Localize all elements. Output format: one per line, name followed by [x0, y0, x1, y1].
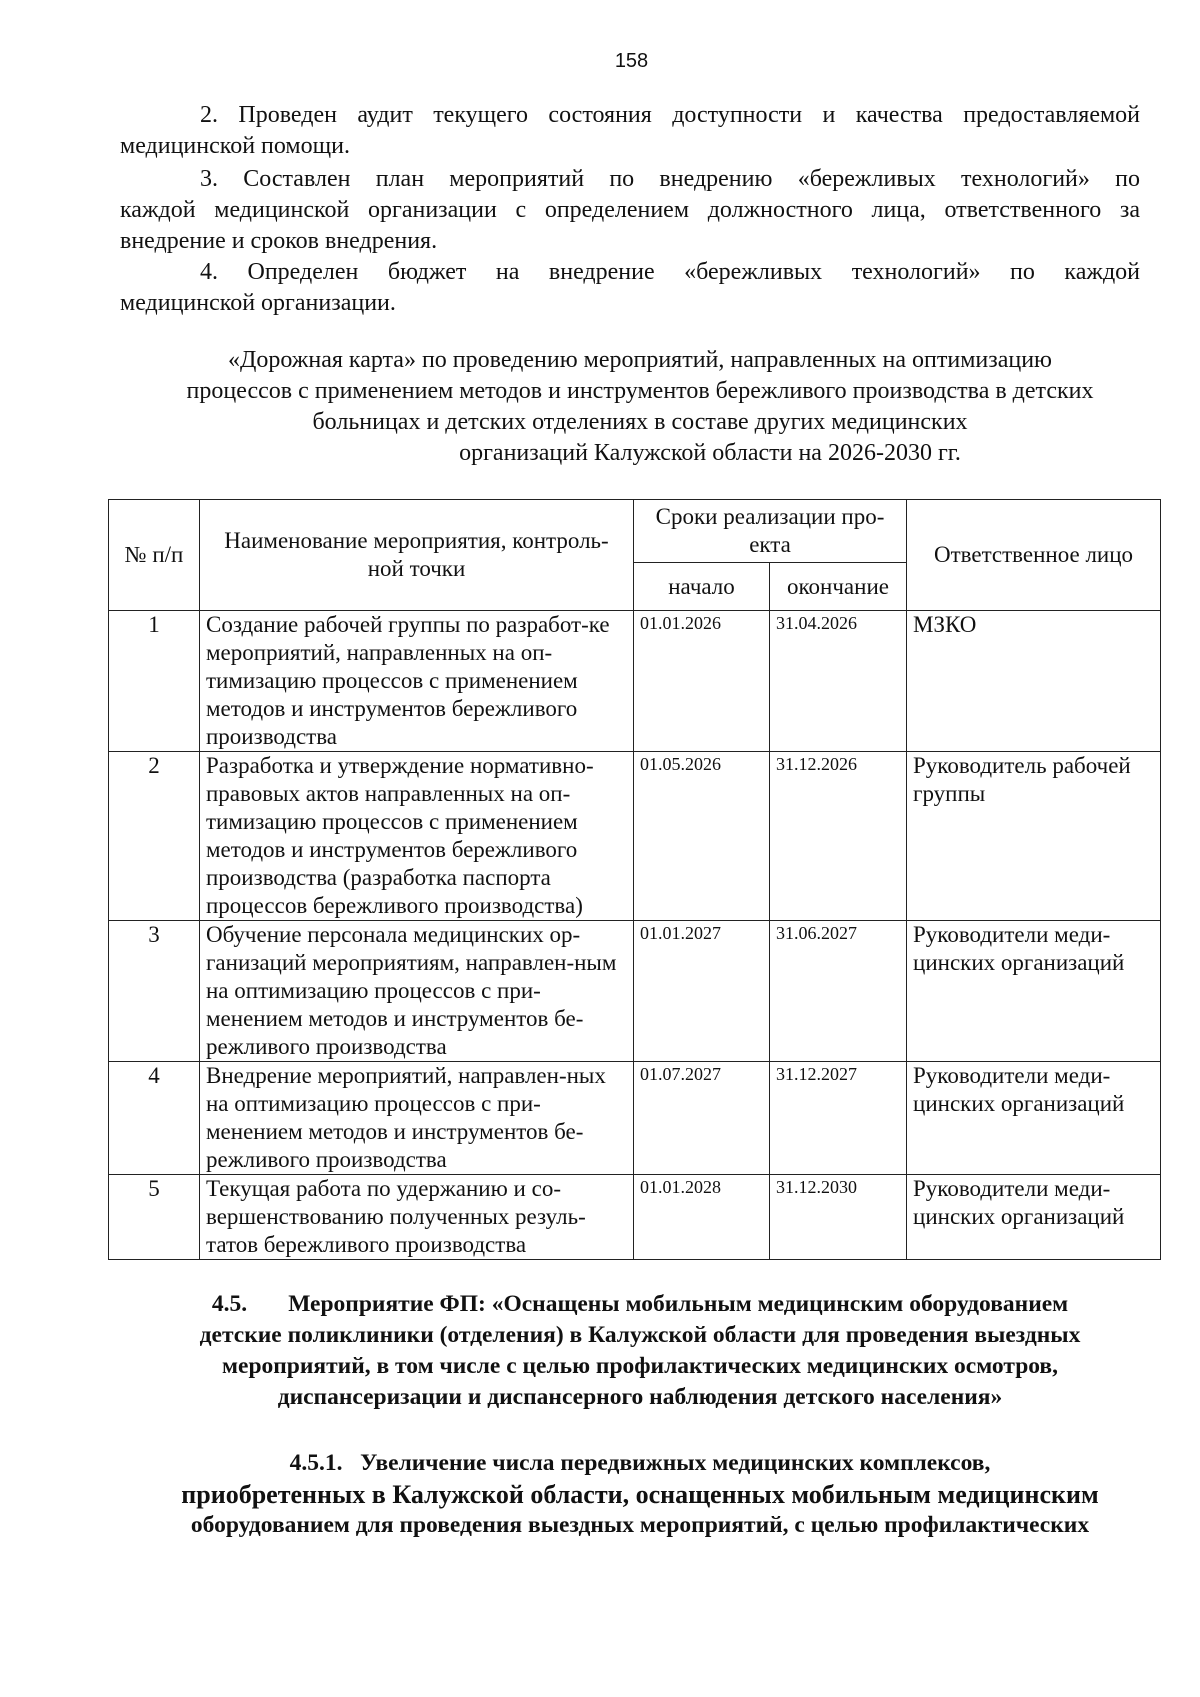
table-header-row — [109, 500, 1161, 563]
row-start: 01.01.2026 — [634, 611, 770, 752]
roadmap-title-line: «Дорожная карта» по проведению мероприятий, направленных на оптимизацию — [228, 347, 1052, 373]
paragraph-line: каждой медицинской организации с определением должностного лица, ответственного за — [120, 197, 1140, 223]
roadmap-title-line: процессов с применением методов и инструментов бережливого производства в детских — [186, 378, 1094, 404]
section-4-5-1-heading — [120, 1448, 1160, 1541]
paragraph-line: медицинской организации. — [120, 290, 396, 316]
row-responsible: Руководитель рабочей группы — [907, 752, 1161, 921]
row-num: 2 — [109, 752, 200, 921]
paragraph-budget — [120, 257, 1140, 319]
row-end: 31.12.2026 — [770, 752, 907, 921]
roadmap-title-line: больницах и детских отделениях в составе других медицинских — [312, 409, 968, 435]
table-row — [109, 752, 1161, 921]
section-line: диспансеризации и диспансерного наблюдения детского населения» — [277, 1384, 1003, 1410]
page-number: 158 — [614, 50, 649, 72]
table-row — [109, 1062, 1161, 1175]
row-start: 01.01.2028 — [634, 1175, 770, 1260]
row-responsible: Руководители меди-цинских организаций — [907, 1175, 1161, 1260]
paragraph-line: внедрение и сроков внедрения. — [120, 228, 438, 254]
roadmap-title — [110, 345, 1170, 469]
row-end: 31.12.2030 — [770, 1175, 907, 1260]
row-responsible: Руководители меди-цинских организаций — [907, 1062, 1161, 1175]
paragraph-line: 2. Проведен аудит текущего состояния доступности и качества предоставляемой — [200, 102, 1140, 128]
row-start: 01.05.2026 — [634, 752, 770, 921]
header-name: Наименование мероприятия, контроль-ной точки — [200, 500, 634, 611]
row-responsible: Руководители меди-цинских организаций — [907, 921, 1161, 1062]
row-end: 31.12.2027 — [770, 1062, 907, 1175]
section-line: мероприятий, в том числе с целью профилактических медицинских осмотров, — [222, 1353, 1058, 1379]
table-row — [109, 1175, 1161, 1260]
row-end: 31.04.2026 — [770, 611, 907, 752]
section-4-5-heading — [120, 1289, 1160, 1413]
section-line: приобретенных в Калужской области, оснащенных мобильным медицинским — [181, 1480, 1099, 1509]
header-responsible: Ответственное лицо — [907, 500, 1161, 611]
section-line: оборудованием для проведения выездных мероприятий, с целью профилактических — [190, 1512, 1090, 1538]
header-end: окончание — [770, 563, 907, 611]
paragraph-plan — [120, 164, 1140, 257]
row-num: 1 — [109, 611, 200, 752]
row-num: 3 — [109, 921, 200, 1062]
roadmap-table — [108, 499, 1161, 1260]
roadmap-title-line: организаций Калужской области на 2026-2030 гг. — [459, 440, 961, 466]
paragraph-line: 3. Составлен план мероприятий по внедрению «бережливых технологий» по — [200, 166, 1140, 192]
row-name: Создание рабочей группы по разработ-ке мероприятий, направленных на оп-тимизацию процессов с применением методов и инструментов бережливого производства — [200, 611, 634, 752]
row-start: 01.01.2027 — [634, 921, 770, 1062]
header-period: Сроки реализации про-екта — [634, 500, 907, 563]
paragraph-line: медицинской помощи. — [120, 133, 350, 159]
row-end: 31.06.2027 — [770, 921, 907, 1062]
paragraph-audit — [120, 100, 1140, 162]
header-start: начало — [634, 563, 770, 611]
row-name: Обучение персонала медицинских ор-ганизаций мероприятиям, направлен-ным на оптимизацию процессов с при-менением методов и инструментов бе-режливого производства — [200, 921, 634, 1062]
row-name: Разработка и утверждение нормативно-правовых актов направленных на оп-тимизацию процессов с применением методов и инструментов бережливого производства (разработка паспорта процессов бережливого производства) — [200, 752, 634, 921]
paragraph-line: 4. Определен бюджет на внедрение «бережливых технологий» по каждой — [200, 259, 1140, 285]
section-line: детские поликлиники (отделения) в Калужской области для проведения выездных — [199, 1322, 1081, 1348]
row-num: 5 — [109, 1175, 200, 1260]
row-name: Внедрение мероприятий, направлен-ных на оптимизацию процессов с при-менением методов и инструментов бе-режливого производства — [200, 1062, 634, 1175]
row-name: Текущая работа по удержанию и со-вершенствованию полученных резуль-татов бережливого производства — [200, 1175, 634, 1260]
row-responsible: МЗКО — [907, 611, 1161, 752]
row-start: 01.07.2027 — [634, 1062, 770, 1175]
section-line: 4.5. Мероприятие ФП: «Оснащены мобильным медицинским оборудованием — [211, 1291, 1069, 1317]
row-num: 4 — [109, 1062, 200, 1175]
header-num: № п/п — [109, 500, 200, 611]
section-line: 4.5.1. Увеличение числа передвижных медицинских комплексов, — [289, 1450, 991, 1476]
table-row — [109, 611, 1161, 752]
table-row — [109, 921, 1161, 1062]
